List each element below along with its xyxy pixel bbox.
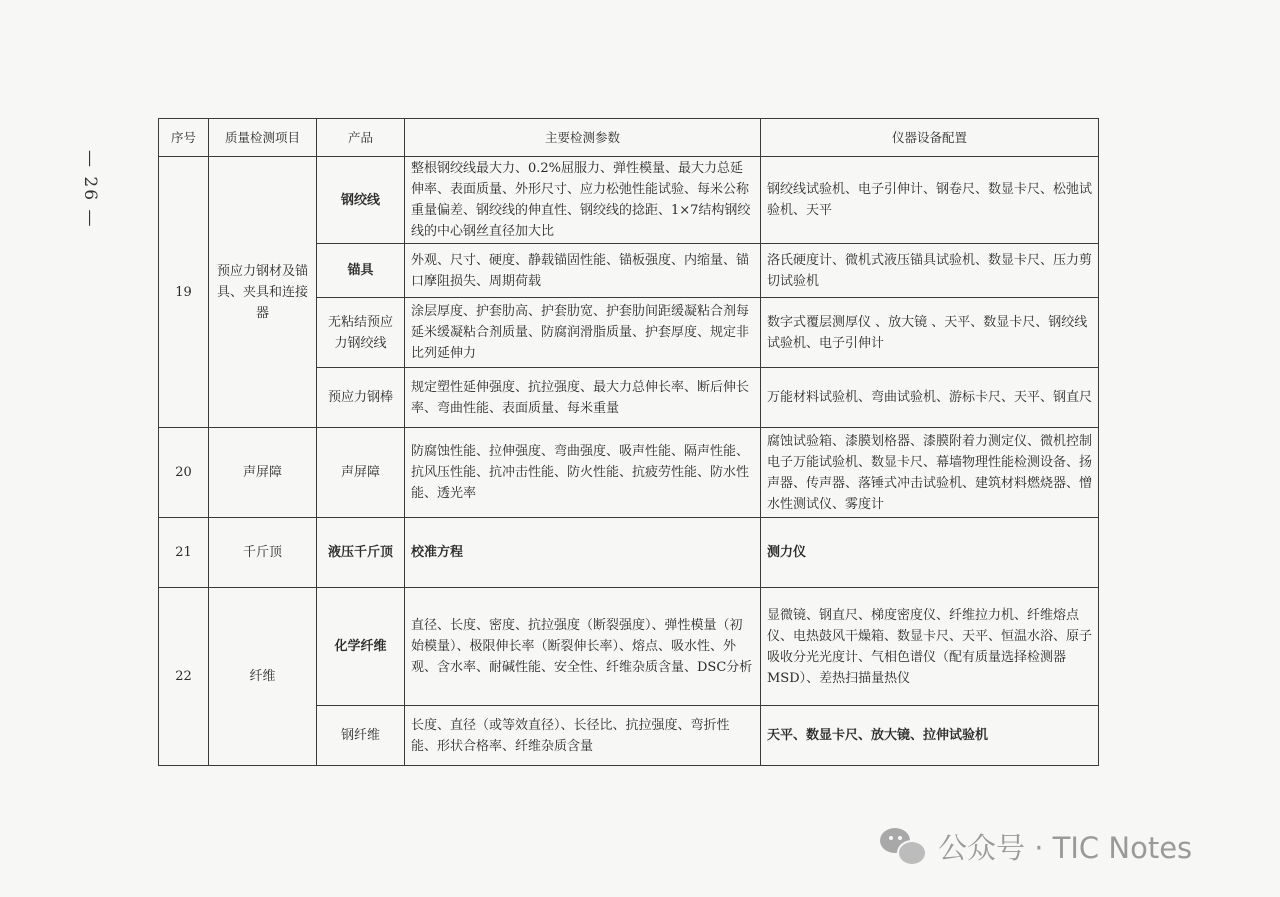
row-product: 液压千斤顶 [317,518,405,588]
row-product: 钢纤维 [317,706,405,766]
header-item: 质量检测项目 [209,119,317,157]
row-no: 20 [159,428,209,518]
row-product: 无粘结预应力钢绞线 [317,298,405,368]
header-no: 序号 [159,119,209,157]
row-equipment: 显微镜、钢直尺、梯度密度仪、纤维拉力机、纤维熔点仪、电热鼓风干燥箱、数显卡尺、天平、恒温水浴、原子吸收分光光度计、气相色谱仪（配有质量选择检测器MSD）、差热扫描量热仪 [761,588,1099,706]
row-no: 21 [159,518,209,588]
row-item: 千斤顶 [209,518,317,588]
row-product: 钢绞线 [317,157,405,244]
row-params: 长度、直径（或等效直径）、长径比、抗拉强度、弯折性能、形状合格率、纤维杂质含量 [405,706,761,766]
table-row [159,518,1099,588]
header-params: 主要检测参数 [405,119,761,157]
row-equipment: 腐蚀试验箱、漆膜划格器、漆膜附着力测定仪、微机控制电子万能试验机、数显卡尺、幕墙物理性能检测设备、扬声器、传声器、落锤式冲击试验机、建筑材料燃烧器、憎水性测试仪、雾度计 [761,428,1099,518]
row-params: 外观、尺寸、硬度、静载锚固性能、锚板强度、内缩量、锚口摩阻损失、周期荷载 [405,244,761,298]
row-product: 锚具 [317,244,405,298]
row-item: 预应力钢材及锚具、夹具和连接器 [209,157,317,428]
row-product: 声屏障 [317,428,405,518]
row-item: 纤维 [209,588,317,766]
row-equipment: 洛氏硬度计、微机式液压锚具试验机、数显卡尺、压力剪切试验机 [761,244,1099,298]
row-product: 预应力钢棒 [317,368,405,428]
row-item: 声屏障 [209,428,317,518]
watermark-text: 公众号 · TIC Notes [938,830,1193,865]
row-params: 规定塑性延伸强度、抗拉强度、最大力总伸长率、断后伸长率、弯曲性能、表面质量、每米重量 [405,368,761,428]
page-number: — 26 — [80,150,100,229]
watermark [880,826,1192,866]
row-params: 直径、长度、密度、抗拉强度（断裂强度）、弹性模量（初始模量）、极限伸长率（断裂伸长率）、熔点、吸水性、外观、含水率、耐碱性能、安全性、纤维杂质含量、DSC分析 [405,588,761,706]
row-equipment: 数字式覆层测厚仪 、放大镜 、天平、数显卡尺、钢绞线试验机、电子引伸计 [761,298,1099,368]
row-product: 化学纤维 [317,588,405,706]
row-equipment: 万能材料试验机、弯曲试验机、游标卡尺、天平、钢直尺 [761,368,1099,428]
wechat-icon [880,826,926,866]
header-equipment: 仪器设备配置 [761,119,1099,157]
table-row [159,157,1099,244]
table-row [159,428,1099,518]
row-equipment: 钢绞线试验机、电子引伸计、钢卷尺、数显卡尺、松弛试验机、天平 [761,157,1099,244]
row-params: 校准方程 [405,518,761,588]
row-params: 整根钢绞线最大力、0.2%屈服力、弹性模量、最大力总延伸率、表面质量、外形尺寸、应力松弛性能试验、每米公称重量偏差、钢绞线的伸直性、钢绞线的捻距、1×7结构钢绞线的中心钢丝直径加大比 [405,157,761,244]
row-no: 19 [159,157,209,428]
row-params: 防腐蚀性能、拉伸强度、弯曲强度、吸声性能、隔声性能、抗风压性能、抗冲击性能、防火性能、抗疲劳性能、防水性能、透光率 [405,428,761,518]
row-equipment: 天平、数显卡尺、放大镜、拉伸试验机 [761,706,1099,766]
table-header-row [159,119,1099,157]
inspection-table [158,118,1099,766]
row-params: 涂层厚度、护套肋高、护套肋宽、护套肋间距缓凝粘合剂每延米缓凝粘合剂质量、防腐润滑脂质量、护套厚度、规定非比列延伸力 [405,298,761,368]
header-product: 产品 [317,119,405,157]
row-equipment: 测力仪 [761,518,1099,588]
row-no: 22 [159,588,209,766]
table-row [159,588,1099,706]
